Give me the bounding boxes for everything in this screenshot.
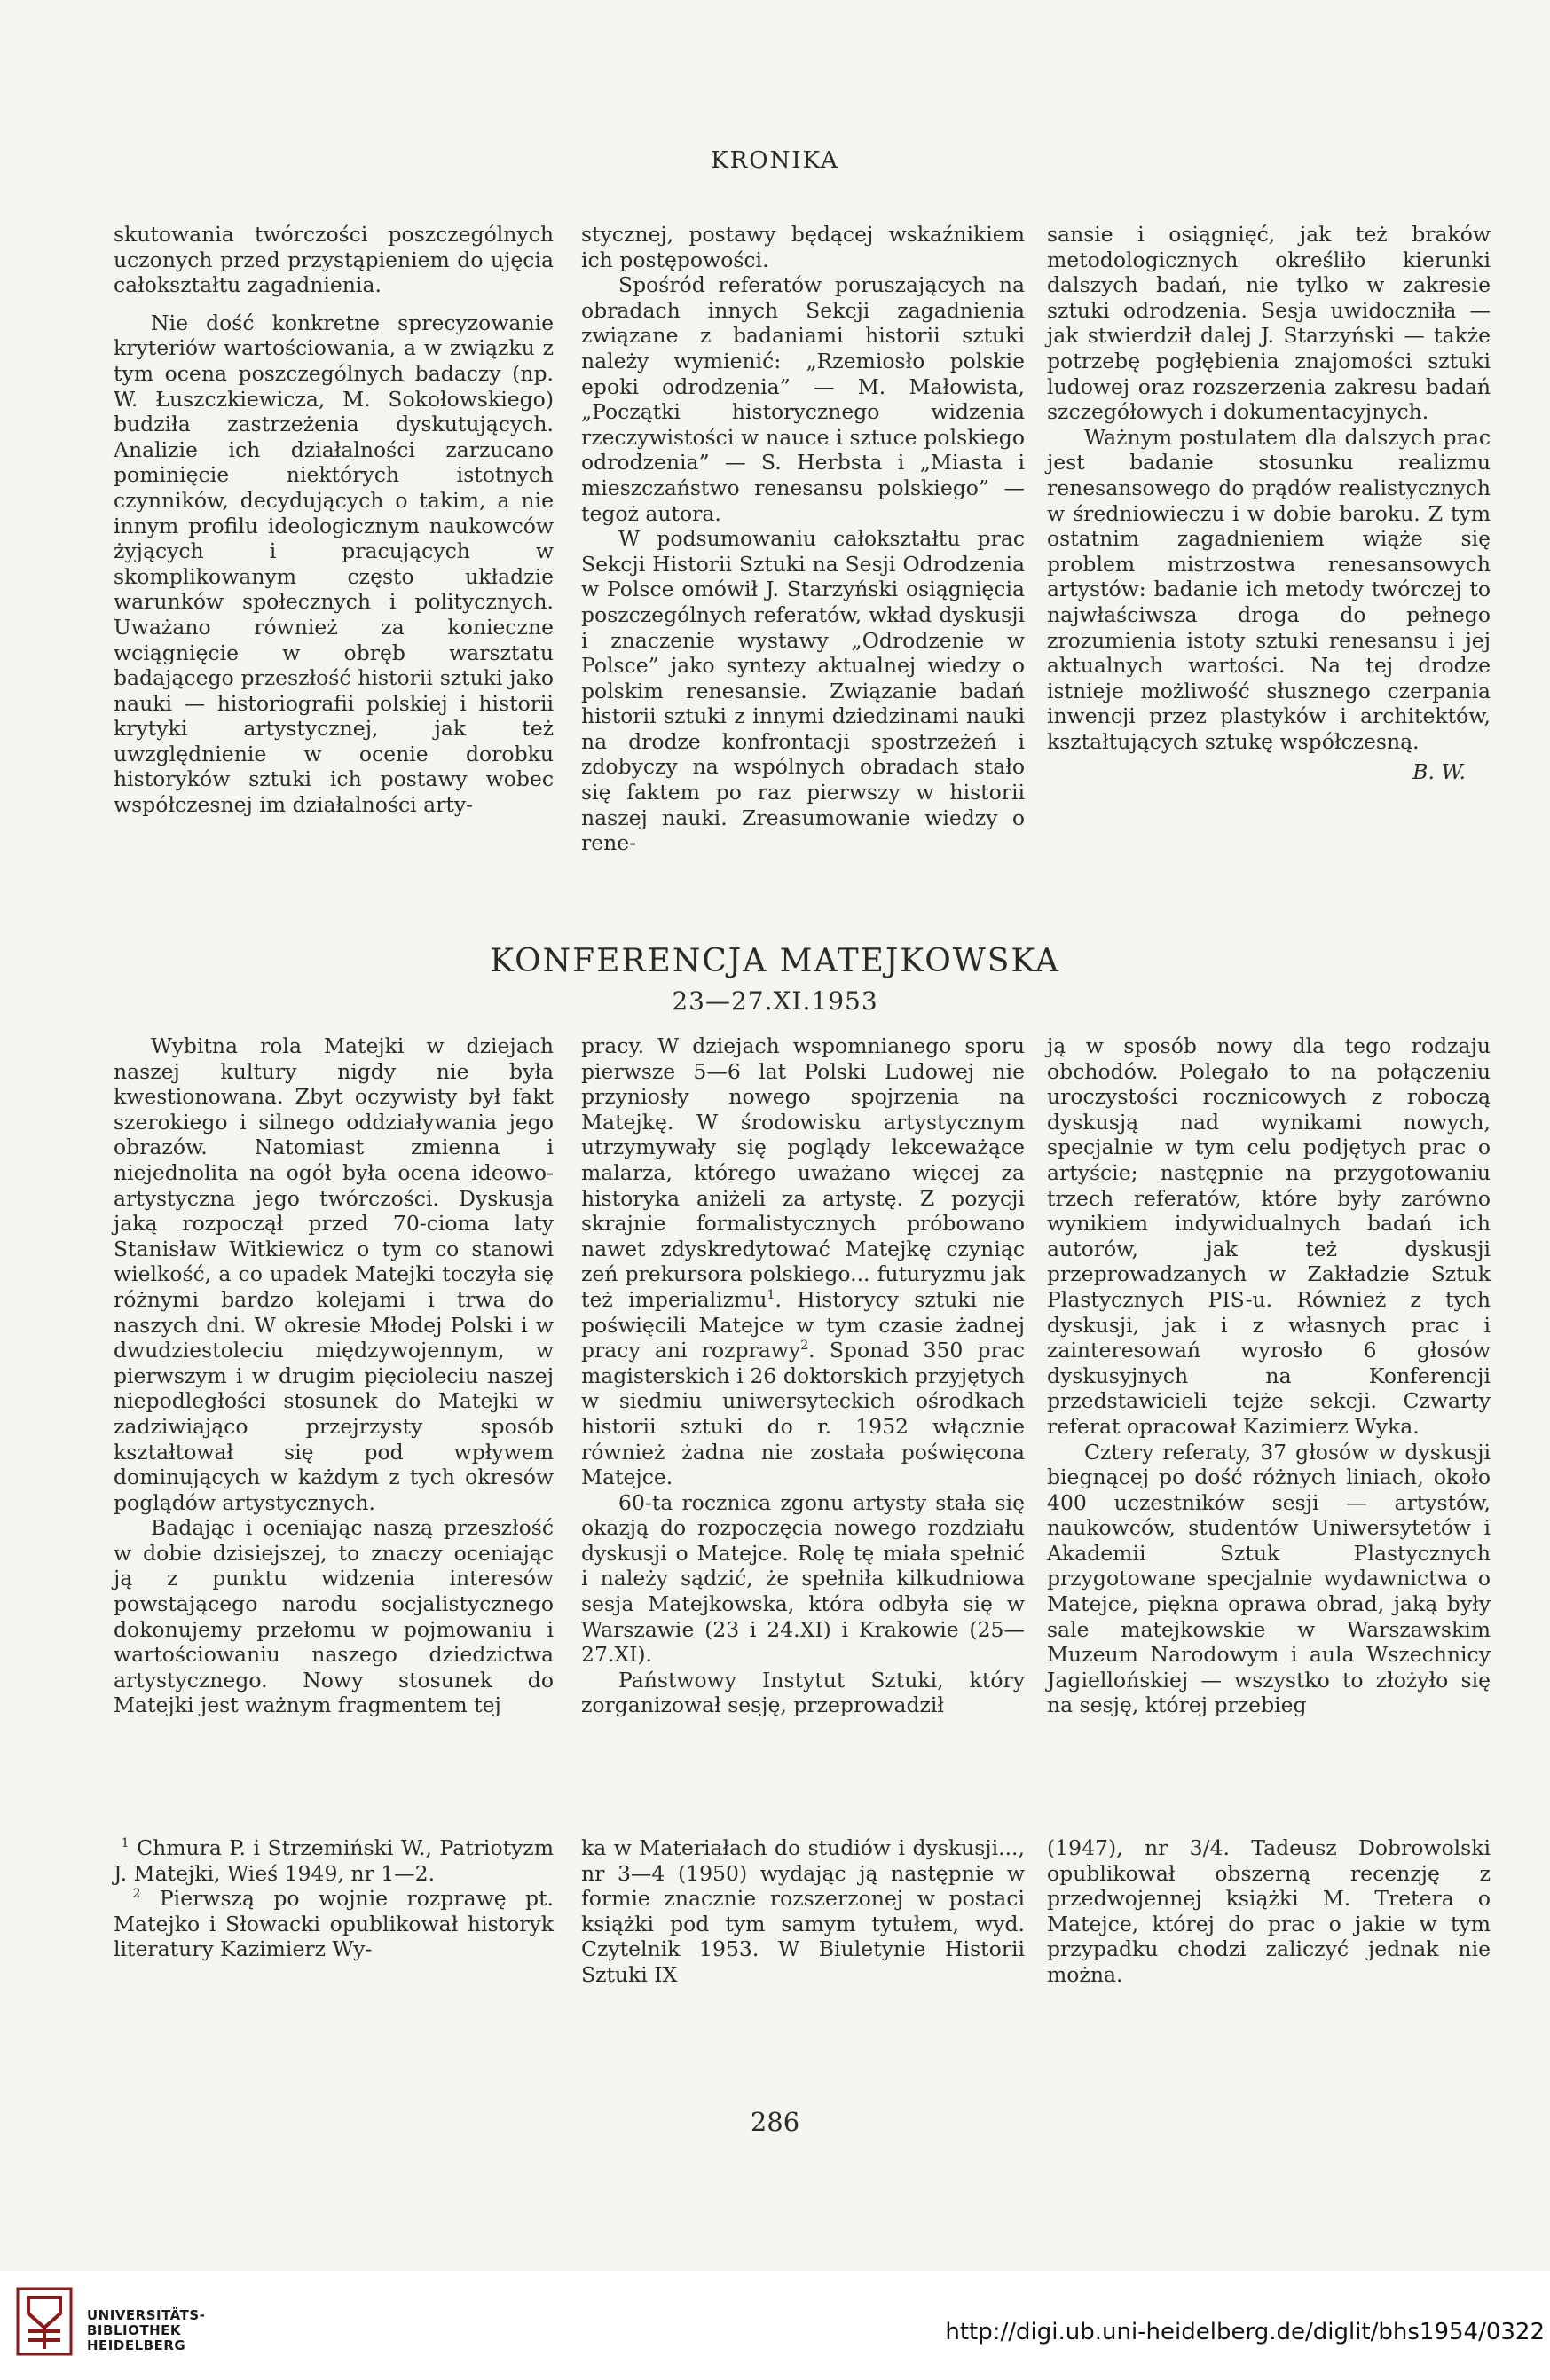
article-column-3 [1047,1033,1491,1718]
top-column-1 [114,222,554,818]
library-name-line: HEIDELBERG [87,2337,186,2353]
footnote-text: Chmura P. i Strzemiński W., Patriotyzm J. Matejki, Wieś 1949, nr 1—2. [114,1835,554,1886]
footnote [114,1835,554,1886]
footnote-marker: 1 [767,1288,775,1303]
paragraph: Spośród referatów poruszających na obradach innych Sekcji zagadnienia związane z badaniami historii sztuki należy wymienić: „Rzemiosło polskie epoki odrodzenia” — M. Małowista, „Początki historycznego widzenia rzeczywistości w nauce i sztuce polskiego odrodzenia” — S. Herbsta i „Miasta i mieszczaństwo renesansu polskiego” — tegoż autora. [581,272,1025,526]
article-column-1 [114,1033,554,1718]
footnote-text: Pierwszą po wojnie rozprawę pt. Matejko i Słowacki opublikował historyk literatury Kazimierz Wy- [114,1886,554,1962]
footnotes-column-3 [1047,1835,1491,1988]
section-date: 23—27.XI.1953 [672,986,878,1016]
paragraph: Wybitna rola Matejki w dziejach naszej kultury nigdy nie była kwestionowana. Zbyt oczywisty był fakt szerokiego i silnego oddziaływania jego obrazów. Natomiast zmienna i niejednolita na ogół była ocena ideowo-artystyczna jego twórczości. Dyskusja jaką rozpoczął przed 70-cioma laty Stanisław Witkiewicz o tym co stanowi wielkość, a co upadek Matejki toczyła się różnymi bardzo kolejami i trwa do naszych dni. W okresie Młodej Polski i w dwudziestoleciu międzywojennym, w pierwszym i w drugim pięcioleciu naszej niepodległości stosunek do Matejki w zadziwiająco przejrzysty sposób kształtował się pod wpływem dominujących w każdym z tych okresów poglądów artystycznych. [114,1033,554,1515]
footnote [114,1886,554,1962]
top-column-3 [1047,222,1491,785]
article-column-2 [581,1033,1025,1718]
source-url-link[interactable]: http://digi.ub.uni-heidelberg.de/diglit/bhs1954/0322 [945,2319,1545,2345]
paragraph: Państwowy Instytut Sztuki, który zorganizował sesję, przeprowadził [581,1667,1025,1718]
footnote-continuation: (1947), nr 3/4. Tadeusz Dobrowolski opublikował obszerną recenzję z przedwojennej książki M. Tretera o Matejce, której do prac o jakie w tym przypadku chodzi zaliczyć jednak nie można. [1047,1835,1491,1987]
running-header: KRONIKA [711,147,839,174]
paragraph: Ważnym postulatem dla dalszych prac jest badanie stosunku realizmu renesansowego do prądów realistycznych w średniowieczu i w dobie baroku. Z tym ostatnim zagadnieniem wiąże się problem mistrzostwa renesansowych artystów: badanie ich metody twórczej to najwłaściwsza droga do pełnego zrozumienia istoty sztuki renesansu i jej aktualnych wartości. Na tej drodze istnieje możliwość słusznego czerpania inwencji przez plastyków i architektów, kształtujących sztukę współczesną. [1047,424,1491,754]
text-run: pracy. W dziejach wspomnianego sporu pierwsze 5—6 lat Polski Ludowej nie przyniosły nowego spojrzenia na Matejkę. W środowisku artystycznym utrzymywały się poglądy lekceważące malarza, którego uważano więcej za historyka aniżeli za artystę. Z pozycji skrajnie formalistycznych próbowano nawet zdyskredytować Matejkę czyniąc zeń prekursora polskiego... futuryzmu jak też imperializmu [581,1033,1025,1312]
author-signature: B. W. [1412,759,1466,785]
paragraph: skutowania twórczości poszczególnych uczonych przed przystąpieniem do ujęcia całokształtu zagadnienia. [114,222,554,298]
library-name [87,2308,205,2353]
paragraph: Cztery referaty, 37 głosów w dyskusji biegnącej po dość różnych liniach, około 400 uczestników sesji — artystów, naukowców, studentów Uniwersytetów i Akademii Sztuk Plastycznych przygotowane specjalnie wydawnictwa o Matejce, piękna oprawa obrad, jaką były sale matejkowskie w Warszawskim Muzeum Narodowym i aula Wszechnicy Jagiellońskiej — wszystko to złożyło się na sesję, której przebieg [1047,1439,1491,1718]
footnote-number: 1 [121,1836,130,1851]
library-name-line: UNIVERSITÄTS- [87,2307,206,2323]
text-run: Sponad 350 prac magisterskich i 26 doktorskich przyjętych w siedmiu uniwersyteckich ośrodkach historii sztuki do r. 1952 włącznie również żadna nie została poświęcona Matejce. [581,1338,1025,1490]
footnotes-column-2 [581,1835,1025,1988]
section-title: KONFERENCJA MATEJKOWSKA [490,943,1060,979]
paragraph: pracy. W dziejach wspomnianego sporu pierwsze 5—6 lat Polski Ludowej nie przyniosły nowego spojrzenia na Matejkę. W środowisku artystycznym utrzymywały się poglądy lekceważące malarza, którego uważano więcej za historyka aniżeli za artystę. Z pozycji skrajnie formalistycznych próbowano nawet zdyskredytować Matejkę czyniąc zeń prekursora polskiego... futuryzmu jak też imperializmu$^1$. Historycy sztuki nie poświęcili Matejce w tym czasie żadnej pracy ani rozprawy$^2$. Sponad 350 prac magisterskich i 26 doktorskich przyjętych w siedmiu uniwersyteckich ośrodkach historii sztuki do r. 1952 włącznie również żadna nie została poświęcona Matejce. [581,1033,1025,1490]
paragraph: 60-ta rocznica zgonu artysty stała się okazją do rozpoczęcia nowego rozdziału dyskusji o Matejce. Rolę tę miała spełnić i należy sądzić, że spełniła kilkudniowa sesja Matejkowska, która odbyła się w Warszawie (23 i 24.XI) i Krakowie (25—27.XI). [581,1489,1025,1668]
paragraph: sansie i osiągnięć, jak też braków metodologicznych określiło kierunki dalszych badań, nie tylko w zakresie sztuki odrodzenia. Sesja uwidoczniła — jak stwierdził dalej J. Starzyński — także potrzebę pogłębienia znajomości sztuki ludowej oraz rozszerzenia zakresu badań szczegółowych i dokumentacyjnych. [1047,222,1491,425]
footnote-number: 2 [132,1887,141,1902]
top-column-2 [581,222,1025,856]
paragraph: Badając i oceniając naszą przeszłość w dobie dzisiejszej, to znaczy oceniając ją z punktu widzenia interesów powstającego narodu socjalistycznego dokonujemy przełomu w pojmowaniu i wartościowaniu naszego dziedzictwa artystycznego. Nowy stosunek do Matejki jest ważnym fragmentem tej [114,1515,554,1718]
paragraph: W podsumowaniu całokształtu prac Sekcji Historii Sztuki na Sesji Odrodzenia w Polsce omówił J. Starzyński osiągnięcia poszczególnych referatów, wkład dyskusji i znaczenie wystawy „Odrodzenie w Polsce” jako syntezy aktualnej wiedzy o polskim renesansie. Związanie badań historii sztuki z innymi dziedzinami nauki na drodze konfrontacji spostrzeżeń i zdobyczy na wspólnych obradach stało się faktem po raz pierwszy w historii naszej nauki. Zreasumowanie wiedzy o rene- [581,526,1025,856]
footnote-continuation: ka w Materiałach do studiów i dyskusji..., nr 3—4 (1950) wydając ją następnie w formie znacznie rozszerzonej w postaci książki pod tym samym tytułem, wyd. Czytelnik 1953. W Biuletynie Historii Sztuki IX [581,1835,1025,1987]
library-logo-icon [16,2287,73,2356]
paragraph: stycznej, postawy będącej wskaźnikiem ich postępowości. [581,222,1025,272]
page-number: 286 [750,2107,800,2137]
footnotes-column-1 [114,1835,554,1962]
text-run: Historycy sztuki nie poświęcili Matejce w tym czasie żadnej pracy ani rozprawy [581,1286,1025,1363]
footnote-marker: 2 [800,1339,809,1354]
paragraph: Nie dość konkretne sprecyzowanie kryteriów wartościowania, a w związku z tym ocena poszczególnych badaczy (np. W. Łuszczkiewicza, M. Sokołowskiego) budziła zastrzeżenia dyskutujących. Analizie ich działalności zarzucano pominięcie niektórych istotnych czynników, decydujących o takim, a nie innym profilu ideologicznym naukowców żyjących i pracujących w skomplikowanym często układzie warunków społecznych i politycznych. Uważano również za konieczne wciągnięcie w obręb warsztatu badającego przeszłość historii sztuki jako nauki — historiografii polskiej i historii krytyki artystycznej, jak też uwzględnienie w ocenie dorobku historyków sztuki ich postawy wobec współczesnej im działalności arty- [114,310,554,818]
paragraph: ją w sposób nowy dla tego rodzaju obchodów. Polegało to na połączeniu uroczystości rocznicowych z roboczą dyskusją nad wynikami nowych, specjalnie w tym celu podjętych prac o artyście; następnie na przygotowaniu trzech referatów, które były zarówno wynikiem indywidualnych badań ich autorów, jak też dyskusji przeprowadzanych w Zakładzie Sztuk Plastycznych PIS-u. Również z tych dyskusji, jak i z własnych prac i zainteresowań wyrosło 6 głosów dyskusyjnych na Konferencji przedstawicieli tejże sekcji. Czwarty referat opracował Kazimierz Wyka. [1047,1033,1491,1439]
library-name-line: BIBLIOTHEK [87,2322,181,2338]
